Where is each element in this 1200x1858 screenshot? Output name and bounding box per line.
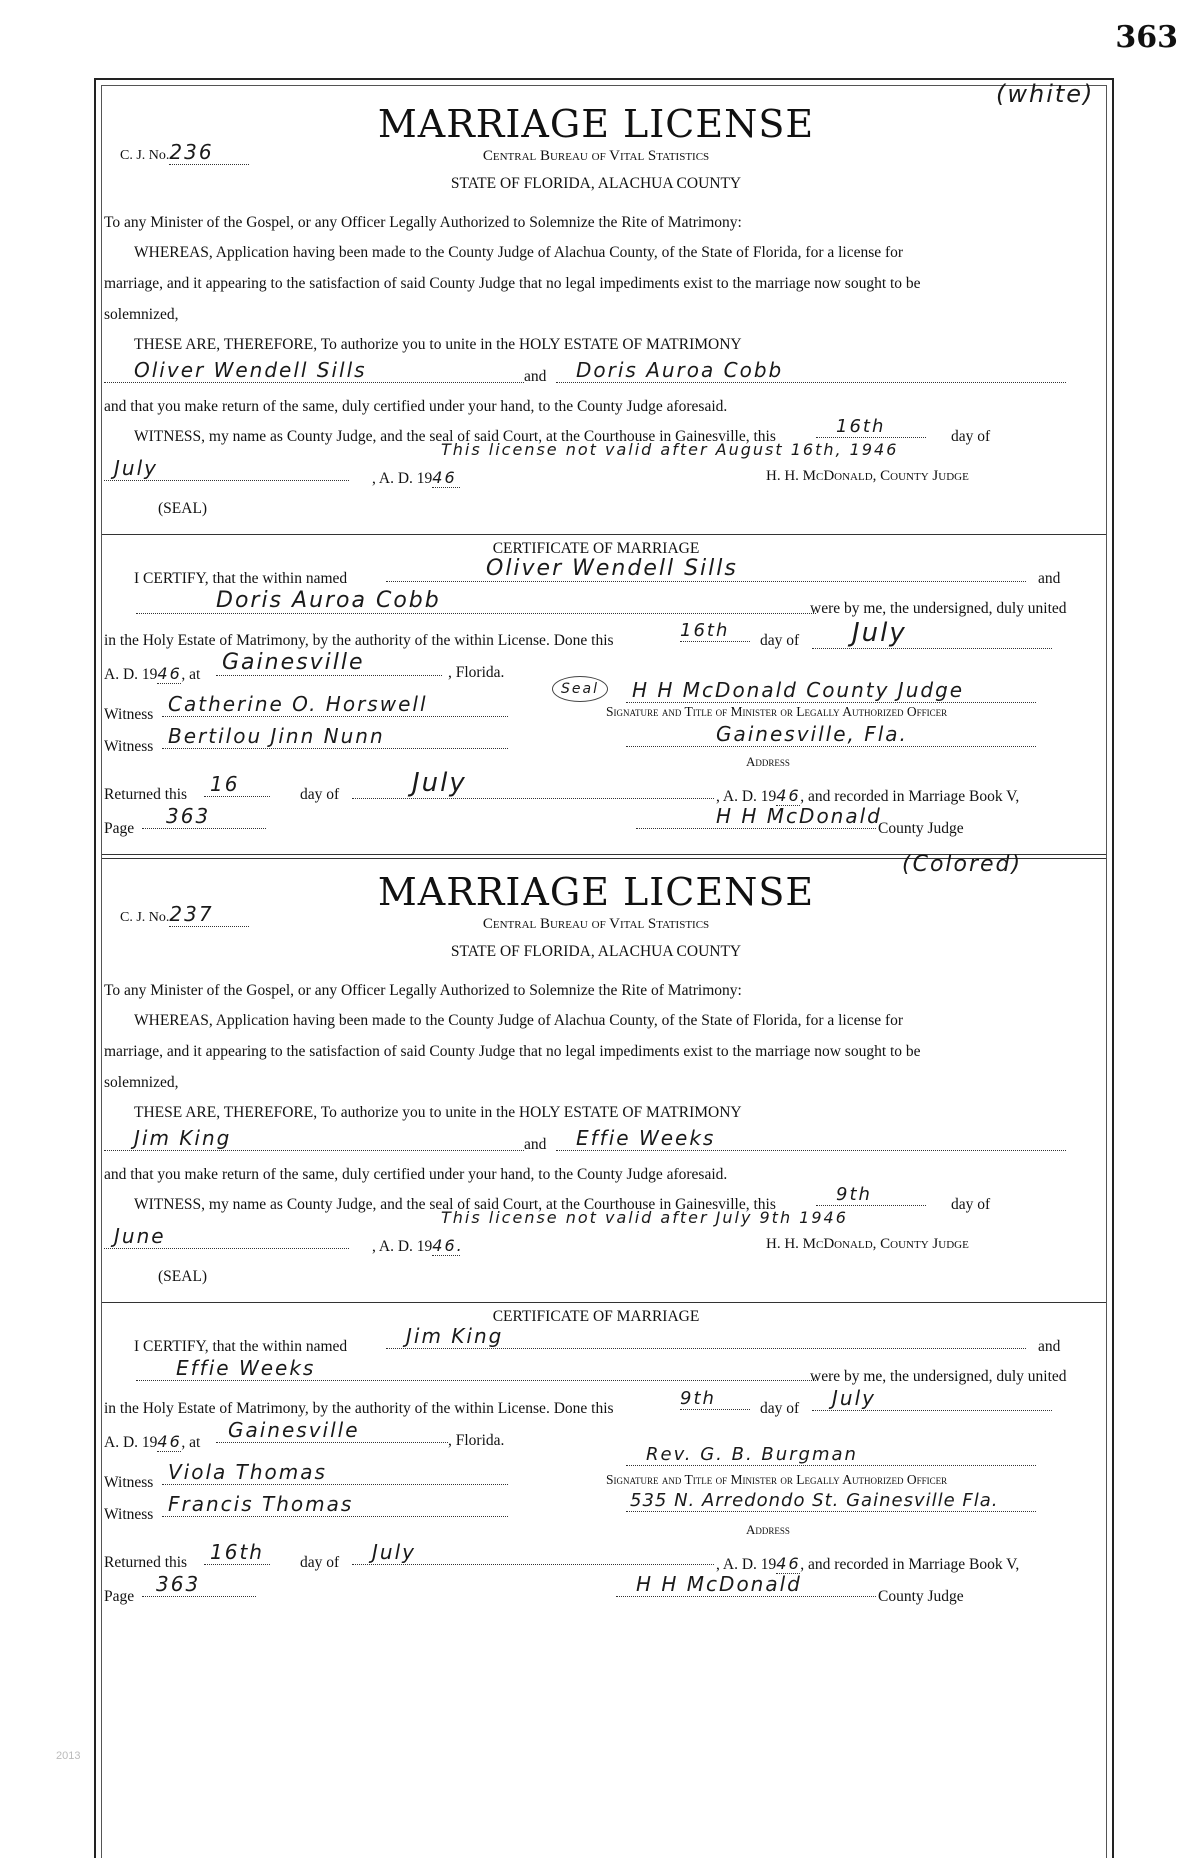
witness-1-label: Witness — [104, 1474, 154, 1491]
ad2-label: A. D. 1946, at — [104, 664, 201, 683]
returned-day-of: day of — [300, 786, 340, 803]
witness-1-name: Catherine O. Horswell — [162, 692, 508, 717]
returned-label: Returned this — [104, 1554, 188, 1571]
done-month: July — [812, 1386, 1052, 1411]
returned-ad: , A. D. 1946, and recorded in Marriage Book V, — [716, 1554, 1020, 1573]
document-frame — [94, 78, 1114, 1858]
address-label: Address — [746, 1522, 790, 1537]
month-value: June — [104, 1224, 349, 1249]
page-label: Page — [104, 820, 135, 837]
returned-day: 16 — [204, 772, 270, 797]
holy-estate-line: in the Holy Estate of Matrimony, by the authority of the within License. Done this — [104, 1400, 614, 1417]
witness-1-name: Viola Thomas — [162, 1460, 508, 1485]
county-judge-label: County Judge — [878, 820, 964, 837]
returned-day-of: day of — [300, 1554, 340, 1571]
done-day: 16th — [680, 620, 750, 642]
officer-title-label: Signature and Title of Minister or Legally Authorized Officer — [606, 1472, 948, 1487]
county-judge-name: H. H. McDonald, County Judge — [766, 468, 969, 484]
officer-signature: Rev. G. B. Burgman — [626, 1444, 1036, 1466]
license-title: MARRIAGE LICENSE — [377, 870, 815, 914]
cert-bride: Doris Auroa Cobb — [136, 588, 816, 614]
clerk-signature: H H McDonald — [616, 1572, 876, 1597]
holy-estate-line: in the Holy Estate of Matrimony, by the authority of the within License. Done this — [104, 632, 614, 649]
return-line: and that you make return of the same, duly certified under your hand, to the County Judge aforesaid. — [104, 1166, 728, 1183]
officer-address: Gainesville, Fla. — [626, 722, 1036, 747]
whereas-line-3: solemnized, — [104, 306, 179, 323]
day-of-label: day of — [951, 1196, 991, 1213]
cert-and-label: and — [1038, 1338, 1061, 1355]
ad-label: , A. D. 1946 — [372, 468, 460, 488]
page-label: Page — [104, 1588, 135, 1605]
race-note: (white) — [996, 80, 1095, 108]
and-label: and — [524, 1136, 547, 1153]
returned-month: July — [352, 768, 714, 799]
county-judge-name: H. H. McDonald, County Judge — [766, 1236, 969, 1252]
groom-name: Jim King — [104, 1126, 524, 1151]
whereas-line-1: WHEREAS, Application having been made to the County Judge of Alachua County, of the State of Florida, for a license for — [134, 244, 904, 261]
whereas-line-2: marriage, and it appearing to the satisfaction of said County Judge that no legal impediments exist to the marriage now sought to be — [104, 1043, 921, 1060]
cj-label: C. J. No.237 — [120, 902, 249, 927]
seal-stamp: Seal — [552, 676, 608, 702]
state-county: STATE OF FLORIDA, ALACHUA COUNTY — [450, 943, 742, 960]
florida-label: , Florida. — [448, 1432, 505, 1449]
united-label: were by me, the undersigned, duly united — [810, 600, 1067, 617]
ad-label: , A. D. 1946. — [372, 1236, 464, 1255]
done-day-of: day of — [760, 632, 800, 649]
certificate-title: CERTIFICATE OF MARRIAGE — [492, 1308, 700, 1325]
certify-label: I CERTIFY, that the within named — [134, 570, 348, 587]
divider — [102, 534, 1106, 535]
ad2-year: 46 — [157, 664, 182, 683]
cj-number: 236 — [169, 140, 249, 165]
day-of-label: day of — [951, 428, 991, 445]
certify-label: I CERTIFY, that the within named — [134, 1338, 348, 1355]
license-title: MARRIAGE LICENSE — [377, 102, 815, 146]
united-label: were by me, the undersigned, duly united — [810, 1368, 1067, 1385]
witness-text: WITNESS, my name as County Judge, and the seal of said Court, at the Courthouse in Gainesville, this — [134, 428, 776, 445]
authorize-line: THESE ARE, THEREFORE, To authorize you to unite in the HOLY ESTATE OF MATRIMONY — [134, 1104, 742, 1121]
bride-name: Doris Auroa Cobb — [556, 358, 1066, 383]
month-value: July — [104, 456, 349, 481]
margin-note: 2013 — [56, 1750, 81, 1762]
witness-2-label: Witness — [104, 1506, 154, 1523]
page-number: 363 — [1115, 20, 1178, 55]
bride-name: Effie Weeks — [556, 1126, 1066, 1151]
divider — [102, 1302, 1106, 1303]
done-day: 9th — [680, 1388, 750, 1410]
officer-signature: H H McDonald County Judge — [626, 678, 1036, 703]
returned-year: 46 — [776, 1554, 801, 1573]
seal-label: (SEAL) — [158, 500, 208, 517]
validity-note: This license not valid after July 9th 1946 — [441, 1208, 848, 1227]
year-value: 46. — [432, 1236, 464, 1255]
witness-2-name: Bertilou Jinn Nunn — [162, 724, 508, 749]
witness-2-label: Witness — [104, 738, 154, 755]
clerk-signature: H H McDonald — [636, 804, 876, 829]
cert-groom: Oliver Wendell Sills — [386, 556, 1026, 582]
address-line: To any Minister of the Gospel, or any Officer Legally Authorized to Solemnize the Rite of Matrimony: — [104, 214, 742, 231]
witness-1-label: Witness — [104, 706, 154, 723]
whereas-line-2: marriage, and it appearing to the satisfaction of said County Judge that no legal impediments exist to the marriage now sought to be — [104, 275, 921, 292]
cert-and-label: and — [1038, 570, 1061, 587]
page-value: 363 — [142, 804, 266, 829]
returned-day: 16th — [204, 1540, 270, 1565]
cert-bride: Effie Weeks — [136, 1356, 816, 1381]
bureau-name: Central Bureau of Vital Statistics — [482, 916, 710, 932]
groom-name: Oliver Wendell Sills — [104, 358, 524, 383]
cj-label: C. J. No.236 — [120, 140, 249, 165]
page-value: 363 — [142, 1572, 256, 1597]
cj-number: 237 — [169, 902, 249, 927]
returned-month: July — [352, 1540, 714, 1565]
returned-label: Returned this — [104, 786, 188, 803]
address-label: Address — [746, 754, 790, 769]
whereas-line-3: solemnized, — [104, 1074, 179, 1091]
address-line: To any Minister of the Gospel, or any Officer Legally Authorized to Solemnize the Rite of Matrimony: — [104, 982, 742, 999]
return-line: and that you make return of the same, duly certified under your hand, to the County Judge aforesaid. — [104, 398, 728, 415]
validity-note: This license not valid after August 16th, 1946 — [441, 440, 899, 459]
witness-text: WITNESS, my name as County Judge, and the seal of said Court, at the Courthouse in Gainesville, this — [134, 1196, 776, 1213]
seal-label: (SEAL) — [158, 1268, 208, 1285]
done-day-of: day of — [760, 1400, 800, 1417]
ad2-year: 46 — [157, 1432, 182, 1451]
year-value: 46 — [432, 468, 460, 488]
race-note: (Colored) — [902, 852, 1023, 877]
and-label: and — [524, 368, 547, 385]
ad2-label: A. D. 1946, at — [104, 1432, 201, 1451]
officer-address: 535 N. Arredondo St. Gainesville Fla. — [626, 1490, 1036, 1512]
witness-2-name: Francis Thomas — [162, 1492, 508, 1517]
county-judge-label: County Judge — [878, 1588, 964, 1605]
returned-ad: , A. D. 1946, and recorded in Marriage Book V, — [716, 786, 1020, 805]
officer-title-label: Signature and Title of Minister or Legally Authorized Officer — [606, 704, 948, 719]
returned-year: 46 — [776, 786, 801, 805]
certificate-title: CERTIFICATE OF MARRIAGE — [492, 540, 700, 557]
day-value: 16th — [816, 416, 926, 438]
authorize-line: THESE ARE, THEREFORE, To authorize you to unite in the HOLY ESTATE OF MATRIMONY — [134, 336, 742, 353]
marriage-place: Gainesville — [216, 650, 442, 676]
florida-label: , Florida. — [448, 664, 505, 681]
bureau-name: Central Bureau of Vital Statistics — [482, 148, 710, 164]
cert-groom: Jim King — [386, 1324, 1026, 1349]
state-county: STATE OF FLORIDA, ALACHUA COUNTY — [450, 175, 742, 192]
marriage-place: Gainesville — [216, 1418, 448, 1443]
whereas-line-1: WHEREAS, Application having been made to the County Judge of Alachua County, of the State of Florida, for a license for — [134, 1012, 904, 1029]
done-month: July — [812, 618, 1052, 649]
day-value: 9th — [816, 1184, 926, 1206]
